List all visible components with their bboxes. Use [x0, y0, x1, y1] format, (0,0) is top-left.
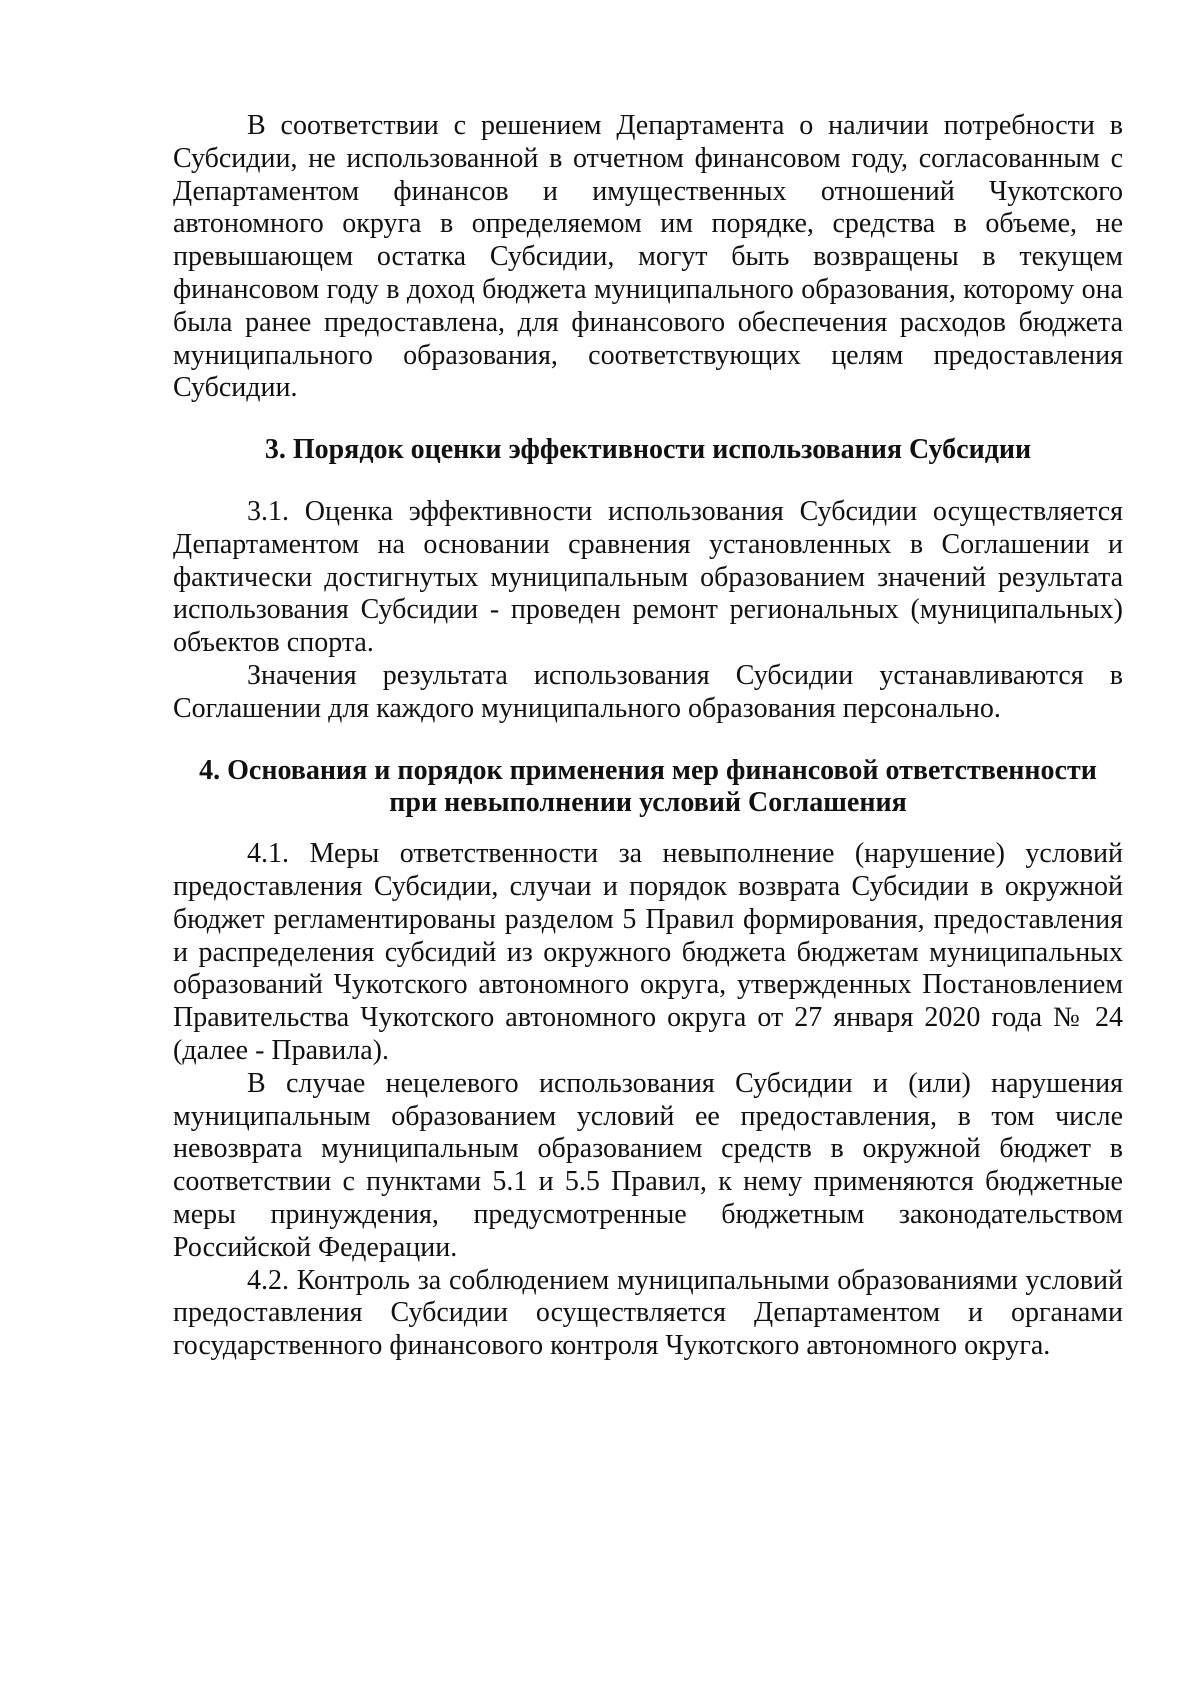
section-4-heading-line-1: 4. Основания и порядок применения мер финансовой ответственности [199, 754, 1097, 786]
section-4-paragraph-3: 4.2. Контроль за соблюдением муниципальными образованиями условий предоставления Субсидии осуществляется Департаментом и органами государственного финансового контроля Чукотского автономного округа. [173, 1264, 1123, 1362]
section-3-paragraph-2: Значения результата использования Субсидии устанавливаются в Соглашении для каждого муниципального образования персонально. [173, 659, 1123, 724]
section-3-heading: 3. Порядок оценки эффективности использования Субсидии [264, 434, 1032, 466]
section-4-paragraph-1: 4.1. Меры ответственности за невыполнение (нарушение) условий предоставления Субсидии, случаи и порядок возврата Субсидии в окружной бюджет регламентированы разделом 5 Правил формирования, предоставления и распределения субсидий из окружного бюджета бюджетам муниципальных образований Чукотского автономного округа, утвержденных Постановлением Правительства Чукотского автономного округа от 27 января 2020 года № 24 (далее - Правила). [173, 838, 1123, 1066]
section-4-heading [173, 755, 1123, 821]
section-3-paragraph-1: 3.1. Оценка эффективности использования Субсидии осуществляется Департаментом на основании сравнения установленных в Соглашении и фактически достигнутых муниципальным образованием значений результата использования Субсидии - проведен ремонт региональных (муниципальных) объектов спорта. [173, 495, 1123, 659]
section-4-heading-line-2: при невыполнении условий Соглашения [389, 787, 907, 819]
document-body [173, 110, 1123, 1363]
intro-paragraph: В соответствии с решением Департамента о наличии потребности в Субсидии, не использованной в отчетном финансовом году, согласованным с Департаментом финансов и имущественных отношений Чукотского автономного округа в определяемом им порядке, средства в объеме, не превышающем остатка Субсидии, могут быть возвращены в текущем финансовом году в доход бюджета муниципального образования, которому она была ранее предоставлена, для финансового обеспечения расходов бюджета муниципального образования, соответствующих целям предоставления Субсидии. [173, 110, 1123, 404]
section-4-paragraph-2: В случае нецелевого использования Субсидии и (или) нарушения муниципальным образованием условий ее предоставления, в том числе невозврата муниципальным образованием средств в окружной бюджет в соответствии с пунктами 5.1 и 5.5 Правил, к нему применяются бюджетные меры принуждения, предусмотренные бюджетным законодательством Российской Федерации. [173, 1067, 1123, 1263]
